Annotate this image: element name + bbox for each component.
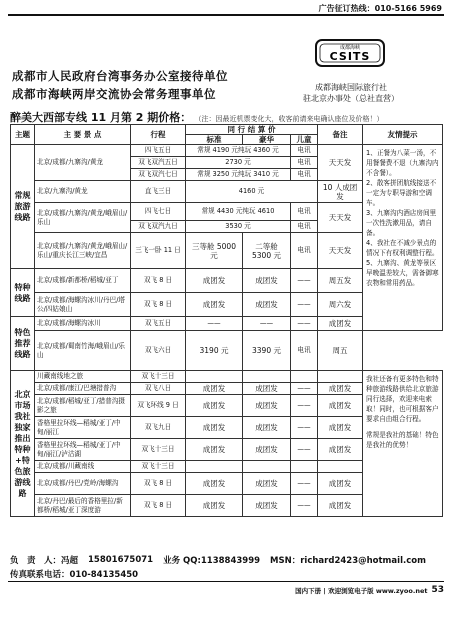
price-title-main: 醉美大西部专线 11 月第 2 期价格： bbox=[10, 111, 192, 124]
standard-cell: 成团发 bbox=[186, 395, 243, 417]
standard-cell: 成团发 bbox=[186, 383, 243, 395]
spots-cell: 北京/成都/九寨沟/黄龙/峨眉山/乐山 bbox=[35, 203, 131, 233]
itinerary-cell: 双飞双汽七日 bbox=[131, 169, 186, 181]
itinerary-cell: 双飞五日 bbox=[131, 317, 186, 331]
child-cell: —— bbox=[291, 439, 318, 461]
spots-cell: 北京/成都/丹巴/党岭/海螺沟 bbox=[35, 473, 131, 495]
category-special: 特种线路 bbox=[11, 269, 35, 317]
col-theme: 主题 bbox=[11, 125, 35, 145]
child-cell: —— bbox=[291, 269, 318, 293]
child-cell: —— bbox=[291, 495, 318, 517]
note-cell bbox=[318, 371, 363, 383]
org-line-1: 成都市人民政府台湾事务办公室接待单位 bbox=[12, 69, 228, 83]
itinerary-cell: 双飞九日 bbox=[131, 417, 186, 439]
child-cell: 电讯 bbox=[291, 145, 318, 157]
spots-cell: 香格里拉环线—稻城/亚丁/中甸/丽江 bbox=[35, 417, 131, 439]
child-cell: —— bbox=[291, 417, 318, 439]
logo-en: CSITS bbox=[329, 50, 371, 63]
spots-cell: 香格里拉环线—稻城/亚丁/中甸/丽江/泸沽湖 bbox=[35, 439, 131, 461]
itinerary-cell: 双飞 8 日 bbox=[131, 293, 186, 317]
spots-cell: 北京/成都/海螺沟冰川 bbox=[35, 317, 131, 331]
note-cell: 成团发 bbox=[318, 439, 363, 461]
col-price: 同 行 结 算 价 bbox=[186, 125, 318, 135]
price-cell: 常规 4190 元纯玩 4360 元 bbox=[186, 145, 291, 157]
note-cell: 天天发 bbox=[318, 145, 363, 181]
note-cell: 周五发 bbox=[318, 269, 363, 293]
tips-bottom-1: 我社还备有更多特色和特种旅游线路供给北京旅游同行选择，欢迎来电索取！同时，也可根据客户要求自由组合行程。 bbox=[366, 375, 439, 423]
price-table bbox=[10, 124, 443, 517]
header-phone: 广告征订热线：010-5166 5969 bbox=[318, 4, 442, 13]
note-cell bbox=[318, 461, 363, 473]
standard-cell: 成团发 bbox=[186, 495, 243, 517]
itinerary-cell: 直飞三日 bbox=[131, 181, 186, 203]
tip-1: 1、正餐为八菜一汤，不用餐餐费不退（九寨沟内不含餐）。 bbox=[366, 149, 439, 177]
price-title bbox=[10, 109, 383, 125]
price-title-note: （注：因最近机票变化大，收客前请来电确认座位及价格！） bbox=[194, 115, 384, 123]
col-child: 儿童 bbox=[291, 135, 318, 145]
note-cell: 成团发 bbox=[318, 473, 363, 495]
category-exclusive: 北京市场我社独家推出特种+特色旅游线路 bbox=[11, 371, 35, 517]
luxury-cell: 二等舱 5300 元 bbox=[243, 233, 291, 269]
luxury-cell: 成团发 bbox=[243, 473, 291, 495]
child-cell: —— bbox=[291, 293, 318, 317]
standard-cell: 成团发 bbox=[186, 473, 243, 495]
spots-cell: 北京/成都/海螺沟冰川/丹巴/塔公/四姑娘山 bbox=[35, 293, 131, 317]
itinerary-cell: 三飞一卧 11 日 bbox=[131, 233, 186, 269]
agency-line-1: 成都海峡国际旅行社 bbox=[315, 83, 387, 92]
luxury-cell: 成团发 bbox=[243, 395, 291, 417]
note-cell: 天天发 bbox=[318, 203, 363, 233]
luxury-cell: 成团发 bbox=[243, 383, 291, 395]
child-cell: —— bbox=[291, 395, 318, 417]
standard-cell: —— bbox=[186, 317, 243, 331]
note-cell: 天天发 bbox=[318, 233, 363, 269]
spots-cell: 北京/成都/康江/巴塘措普沟 bbox=[35, 383, 131, 395]
standard-cell: 成团发 bbox=[186, 417, 243, 439]
luxury-cell: 成团发 bbox=[243, 269, 291, 293]
luxury-cell: 成团发 bbox=[243, 495, 291, 517]
contact-msn: MSN：richard2423@hotmail.com bbox=[270, 556, 426, 566]
note-cell: 成团发 bbox=[318, 417, 363, 439]
child-cell: 电讯 bbox=[291, 157, 318, 169]
spots-cell: 北京/成都/稻城/亚丁/措普沟摄影之旅 bbox=[35, 395, 131, 417]
category-featured: 特色推荐线路 bbox=[11, 317, 35, 371]
itinerary-cell: 双飞双汽五日 bbox=[131, 157, 186, 169]
child-cell: 电讯 bbox=[291, 203, 318, 221]
note-cell: 成团发 bbox=[318, 495, 363, 517]
standard-cell bbox=[186, 461, 243, 473]
contact-mobile: 15801675071 bbox=[88, 555, 154, 565]
footer-contact bbox=[10, 553, 442, 567]
note-cell: 周六发 bbox=[318, 293, 363, 317]
child-cell bbox=[291, 371, 318, 383]
luxury-cell bbox=[243, 371, 291, 383]
logo-cn: 成都海峡 bbox=[339, 45, 361, 51]
itinerary-cell: 四飞七日 bbox=[131, 203, 186, 221]
luxury-cell: 成团发 bbox=[243, 417, 291, 439]
tips-cell bbox=[363, 145, 443, 331]
price-cell: 常规 4430 元纯玩 4610 bbox=[186, 203, 291, 221]
col-itinerary: 行程 bbox=[131, 125, 186, 145]
csits-logo bbox=[302, 36, 398, 72]
itinerary-cell: 双飞环线 9 日 bbox=[131, 395, 186, 417]
col-note: 备注 bbox=[318, 125, 363, 145]
spots-cell: 北京/成都/新都桥/稻城/亚丁 bbox=[35, 269, 131, 293]
standard-cell: 成团发 bbox=[186, 293, 243, 317]
header-divider bbox=[8, 14, 444, 16]
note-cell: 10 人成团发 bbox=[318, 181, 363, 203]
agency-name bbox=[296, 82, 406, 104]
col-standard: 标准 bbox=[186, 135, 243, 145]
tip-3: 3、九寨沟内酒店房间里一次性洗漱用品，请自备。 bbox=[366, 209, 437, 237]
footer-divider bbox=[8, 581, 444, 582]
note-cell: 成团发 bbox=[318, 383, 363, 395]
standard-cell bbox=[186, 371, 243, 383]
luxury-cell: 成团发 bbox=[243, 439, 291, 461]
price-cell: 常规 3250 元纯玩 3410 元 bbox=[186, 169, 291, 181]
itinerary-cell: 双飞十三日 bbox=[131, 461, 186, 473]
spots-cell: 北京/丹巴/最后的香格里拉/新都桥/稻城/亚丁深度游 bbox=[35, 495, 131, 517]
spots-cell: 北京/九寨沟/黄龙 bbox=[35, 181, 131, 203]
child-cell bbox=[291, 461, 318, 473]
luxury-cell: —— bbox=[243, 317, 291, 331]
standard-cell: 成团发 bbox=[186, 439, 243, 461]
tip-5: 5、九寨沟、黄龙等景区早晚温差较大，需备御寒衣物和常用药品。 bbox=[366, 259, 439, 287]
note-cell: 周五 bbox=[318, 331, 363, 371]
contact-fax: 传真联系电话：010-84135450 bbox=[10, 570, 139, 580]
itinerary-cell: 双飞六日 bbox=[131, 331, 186, 371]
child-cell: 电讯 bbox=[291, 221, 318, 233]
spots-cell: 北京/成都/九寨沟/黄龙/峨眉山/乐山/重庆长江三峡/宜昌 bbox=[35, 233, 131, 269]
page-bar bbox=[295, 585, 444, 595]
price-cell: 4160 元 bbox=[186, 181, 318, 203]
category-regular: 常规旅游线路 bbox=[11, 145, 35, 269]
standard-cell: 3190 元 bbox=[186, 331, 243, 371]
itinerary-cell: 双飞 8 日 bbox=[131, 473, 186, 495]
itinerary-cell: 双飞十三日 bbox=[131, 371, 186, 383]
col-spots: 主 要 景 点 bbox=[35, 125, 131, 145]
itinerary-cell: 双飞 8 日 bbox=[131, 269, 186, 293]
spots-cell: 北京/成都/九寨沟/黄龙 bbox=[35, 145, 131, 181]
child-cell: 电讯 bbox=[291, 233, 318, 269]
child-cell: 电讯 bbox=[291, 169, 318, 181]
col-tips: 友情提示 bbox=[363, 125, 443, 145]
col-luxury: 豪华 bbox=[243, 135, 291, 145]
table-row bbox=[11, 371, 443, 383]
tip-4: 4、我社在不减少景点的情况下有权利调整行程。 bbox=[366, 239, 439, 257]
price-cell: 3530 元 bbox=[186, 221, 291, 233]
child-cell: —— bbox=[291, 383, 318, 395]
tip-2: 2、散客拼团航线接送不一定为专职导游和空调车。 bbox=[366, 179, 437, 207]
standard-cell: 三等舱 5000 元 bbox=[186, 233, 243, 269]
itinerary-cell: 双飞十三日 bbox=[131, 439, 186, 461]
spots-cell: 北京/成都/川藏南线 bbox=[35, 461, 131, 473]
table-row bbox=[11, 145, 443, 157]
org-line-2: 成都市海峡两岸交流协会常务理事单位 bbox=[12, 87, 216, 101]
itinerary-cell: 双飞八日 bbox=[131, 383, 186, 395]
tips-extra-cell bbox=[363, 371, 443, 517]
luxury-cell: 3390 元 bbox=[243, 331, 291, 371]
luxury-cell bbox=[243, 461, 291, 473]
page-bar-label: 国内下册 | 欢迎浏览电子版 www.zyoo.net bbox=[295, 586, 428, 595]
spots-cell: 北京/成都/蜀南竹海/峨眉山/乐山 bbox=[35, 331, 131, 371]
spots-cell: 川藏南线地之旅 bbox=[35, 371, 131, 383]
itinerary-cell: 四飞五日 bbox=[131, 145, 186, 157]
itinerary-cell: 双飞 8 日 bbox=[131, 495, 186, 517]
luxury-cell: 成团发 bbox=[243, 293, 291, 317]
table-row bbox=[11, 331, 443, 371]
child-cell: 电讯 bbox=[291, 331, 318, 371]
agency-line-2: 驻北京办事处（总社直营） bbox=[303, 94, 399, 103]
child-cell: —— bbox=[291, 473, 318, 495]
page-number: 53 bbox=[431, 585, 444, 595]
note-cell: 成团发 bbox=[318, 317, 363, 331]
child-cell: —— bbox=[291, 317, 318, 331]
price-cell: 2730 元 bbox=[186, 157, 291, 169]
contact-person: 负 责 人：冯超 bbox=[10, 556, 79, 566]
standard-cell: 成团发 bbox=[186, 269, 243, 293]
tips-bottom-2: 常规是我社的基础！特色是我社的优势！ bbox=[366, 431, 439, 449]
contact-qq: 业务 QQ:1138843999 bbox=[163, 556, 261, 566]
note-cell: 成团发 bbox=[318, 395, 363, 417]
itinerary-cell: 双飞双汽九日 bbox=[131, 221, 186, 233]
